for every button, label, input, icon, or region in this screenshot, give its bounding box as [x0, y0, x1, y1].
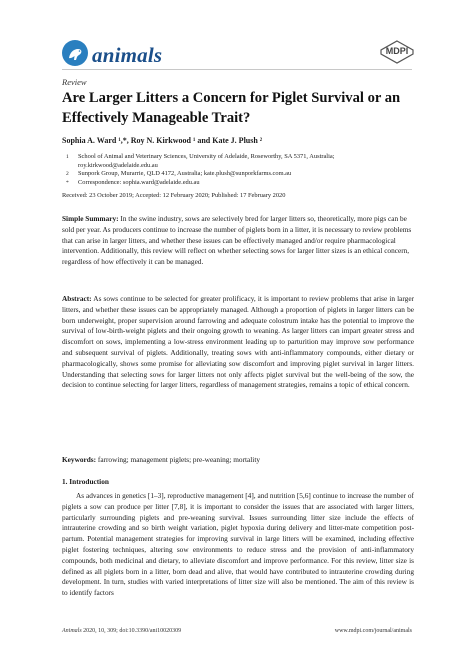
abstract-label: Abstract: [62, 294, 92, 303]
simple-summary-label: Simple Summary: [62, 214, 119, 223]
section-heading: 1. Introduction [62, 477, 109, 486]
affiliation-mark: 1 [66, 153, 69, 160]
journal-logo-icon [62, 40, 88, 66]
footer-website-link[interactable]: www.mdpi.com/journal/animals [334, 628, 412, 634]
publisher-logo [378, 40, 416, 64]
footer-journal: Animals [62, 628, 82, 634]
affiliation-text: Correspondence: sophia.ward@adelaide.edu.au [78, 179, 200, 186]
header-divider [62, 69, 412, 70]
abstract-text: As sows continue to be selected for greater prolificacy, it is important to review problems that arise in larger litters, and whether these issues can be appropriately managed. Although a proportion of piglets in larger litters can be born underweight, proper supervision around farrowing and adequate colostrum intake has the potential to improve the survival of low-birth-weight piglets and their ongoing growth to weaning. As larger litters can impart greater stress and discomfort on sows, implementing a low-stress environment leading up to parturition may improve sow performance and subsequent survival of piglets. Additionally, treating sows with anti-inflammatory compounds, either dietary or pharmacologically, shows some promise for alleviating sow discomfort and improving piglet survival in larger litters. Understanding that selecting sows for larger litters not only affects piglet survival but the well-being of the sow, the decision to continue selecting for larger litters, regardless of management strategies, remains a topic of ethical concern. [62, 294, 414, 390]
simple-summary-text: In the swine industry, sows are selectively bred for larger litters so, theoretically, more pigs can be sold per year. As producers continue to increase the number of piglets born in a litter, it is necessary to review problems that can arise in larger litters, and whether these issues can be effectively managed and/or require pharmacological intervention. Additionally, this review will reflect on whether selecting sows for larger litter sizes is an ethical concern, regardless of how effectively it can be managed. [62, 214, 412, 267]
publisher-logo-text: MDPI [385, 46, 409, 56]
keywords [62, 455, 414, 466]
affiliation-mark: * [66, 179, 69, 186]
article-type: Review [62, 77, 87, 87]
journal-name: animals [92, 43, 163, 67]
affiliation-mark: 2 [66, 170, 69, 177]
intro-paragraph: As advances in genetics [1–3], reproductive management [4], and nutrition [5,6] continue to increase the number of piglets a sow can produce per litter [7,8], it is important to consider the issues that are associated with larger litters, particularly surrounding piglets and pre-weaning survival. Issues surrounding litter size include the effects of intrauterine crowding and so birth weight variation, piglet hypoxia during delivery and litter-mate competition post-partum. Potential management strategies for improving survival in large litters will be examined, including effective piglet fostering techniques, altering sow environments to reduce stress and the provision of anti-inflammatory compounds, both medicinal and dietary, to alleviate discomfort and improve performance. For this review, litter size is defined as all piglets born in a litter, born dead and alive, that would have contributed to intrauterine crowding during development. In turn, studies with varied interpretations of litter size will also be mentioned. The aim of this review is to identify factors [62, 491, 414, 598]
footer-citation [62, 628, 181, 634]
author-list: Sophia A. Ward ¹,*, Roy N. Kirkwood ¹ and Kate J. Plush ² [62, 136, 263, 145]
publication-dates: Received: 23 October 2019; Accepted: 12 February 2020; Published: 17 February 2020 [62, 192, 286, 199]
affiliation-text: School of Animal and Veterinary Sciences, University of Adelaide, Roseworthy, SA 5371, Australia; roy.kirkwood@adelaide.edu.au [78, 153, 335, 169]
simple-summary [62, 214, 414, 268]
keywords-text: farrowing; management piglets; pre-weaning; mortality [97, 455, 260, 464]
article-title: Are Larger Litters a Concern for Piglet Survival or an Effectively Manageable Trait? [62, 90, 401, 126]
abstract [62, 294, 414, 391]
keywords-label: Keywords: [62, 455, 97, 464]
footer-citation-details: 2020, 10, 309; doi:10.3390/ani10020309 [81, 628, 182, 634]
affiliation-text: Sunpork Group, Murarrie, QLD 4172, Australia; kate.plush@sunporkfarms.com.au [78, 170, 292, 177]
